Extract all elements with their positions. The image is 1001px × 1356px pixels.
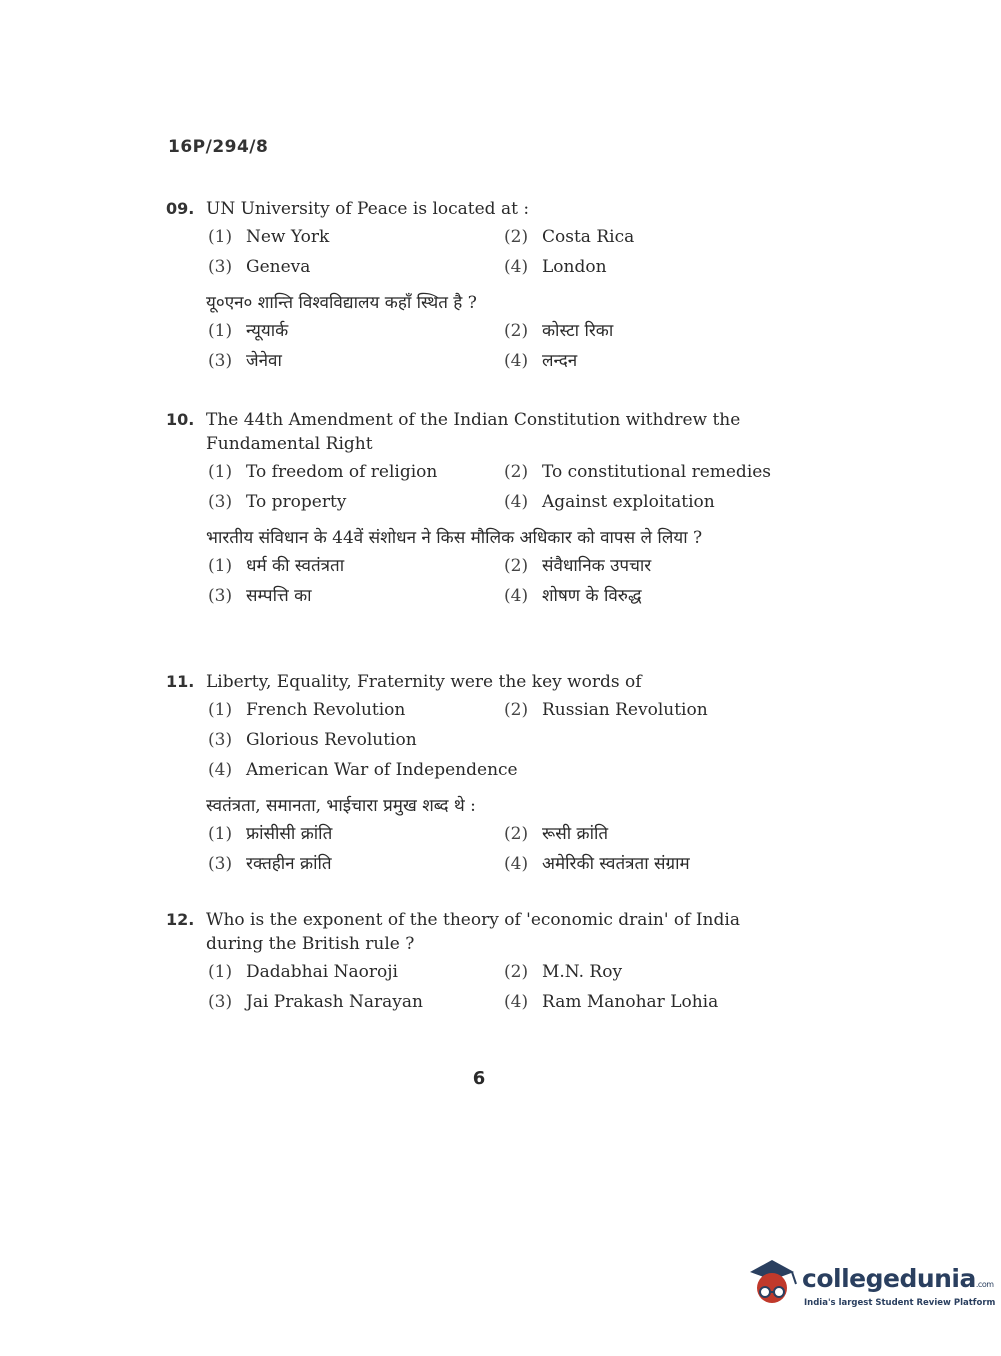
logo-name: collegedunia [802, 1264, 976, 1293]
question-number: 11. [166, 672, 195, 691]
question-text-hi: स्वतंत्रता, समानता, भाईचारा प्रमुख शब्द थे : [206, 796, 476, 816]
question-12 [166, 908, 796, 1014]
logo-suffix: .com [975, 1280, 994, 1289]
option: (3) सम्पत्ति का [208, 586, 312, 606]
option: (4) लन्दन [504, 351, 578, 371]
option: (2) Costa Rica [504, 227, 635, 247]
option: (1) French Revolution [208, 700, 406, 720]
options-en [208, 698, 796, 782]
question-text-en: Liberty, Equality, Fraternity were the key words of [206, 672, 642, 692]
option: (1) New York [208, 227, 330, 247]
options-en [208, 960, 796, 1014]
options-hi [208, 554, 796, 608]
paper-code: 16P/294/8 [168, 137, 269, 157]
question-text-en: UN University of Peace is located at : [206, 199, 530, 219]
options-en [208, 225, 796, 279]
question-10 [166, 408, 796, 608]
option: (1) न्यूयार्क [208, 321, 289, 341]
page-number: 6 [472, 1068, 486, 1089]
option: (4) American War of Independence [208, 760, 518, 780]
option: (4) Against exploitation [504, 492, 715, 512]
question-text-hi: यू०एन० शान्ति विश्वविद्यालय कहाँ स्थित है ? [206, 293, 477, 313]
question-text-en: Who is the exponent of the theory of 'economic drain' of India during the British rule ? [206, 910, 740, 954]
mascot-icon [742, 1250, 804, 1312]
question-09 [166, 197, 796, 373]
option: (2) रूसी क्रांति [504, 824, 609, 844]
question-text-hi: भारतीय संविधान के 44वें संशोधन ने किस मौलिक अधिकार को वापस ले लिया ? [206, 528, 703, 548]
option: (2) संवैधानिक उपचार [504, 556, 652, 576]
option: (1) Dadabhai Naoroji [208, 962, 398, 982]
option: (1) फ्रांसीसी क्रांति [208, 824, 333, 844]
option: (1) To freedom of religion [208, 462, 438, 482]
options-hi [208, 319, 796, 373]
option: (4) Ram Manohar Lohia [504, 992, 719, 1012]
option: (2) कोस्टा रिका [504, 321, 614, 341]
option: (3) To property [208, 492, 347, 512]
option: (3) जेनेवा [208, 351, 282, 371]
option: (4) अमेरिकी स्वतंत्रता संग्राम [504, 854, 690, 874]
option: (3) Geneva [208, 257, 311, 277]
option: (3) रक्तहीन क्रांति [208, 854, 332, 874]
options-en [208, 460, 796, 514]
option: (4) शोषण के विरुद्ध [504, 586, 642, 606]
option: (4) London [504, 257, 607, 277]
collegedunia-logo [742, 1250, 996, 1320]
option: (3) Glorious Revolution [208, 730, 417, 750]
option: (2) Russian Revolution [504, 700, 708, 720]
question-number: 12. [166, 910, 195, 929]
question-number: 09. [166, 199, 195, 218]
option: (3) Jai Prakash Narayan [208, 992, 423, 1012]
question-text-en: The 44th Amendment of the Indian Constitution withdrew the Fundamental Right [206, 410, 741, 454]
question-11 [166, 670, 796, 876]
option: (2) M.N. Roy [504, 962, 623, 982]
option: (1) धर्म की स्वतंत्रता [208, 556, 345, 576]
question-number: 10. [166, 410, 195, 429]
options-hi [208, 822, 796, 876]
option: (2) To constitutional remedies [504, 462, 772, 482]
logo-tagline: India's largest Student Review Platform [804, 1298, 996, 1308]
